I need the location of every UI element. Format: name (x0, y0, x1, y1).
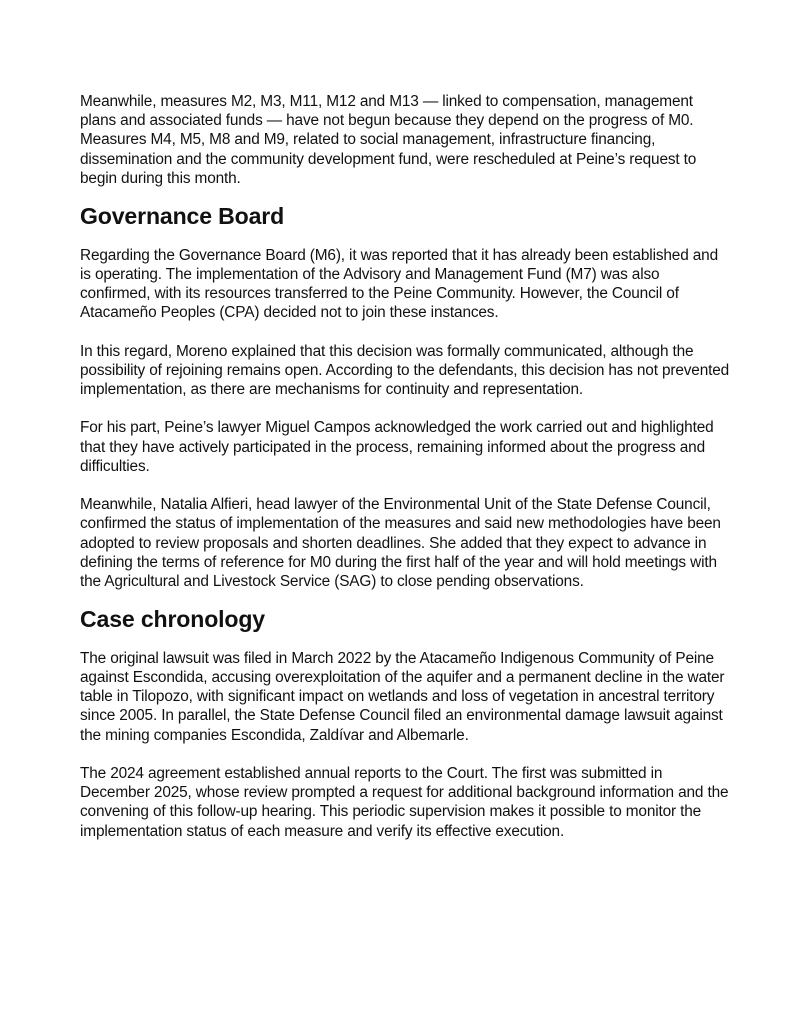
paragraph-measures-pending: Meanwhile, measures M2, M3, M11, M12 and M13 — linked to compensation, management plans and associated funds — have not begun because they depend on the progress of M0. Measures M4, M5, M8 and M9, related to social management, infrastructure financing, dissemination and the community development fund, were rescheduled at Peine’s request to begin during this month. (80, 93, 697, 187)
paragraph-campos-statement: For his part, Peine’s lawyer Miguel Campos acknowledged the work carried out and highlighted that they have actively participated in the process, remaining informed about the progress and difficulties. (80, 419, 714, 475)
paragraph-moreno-explanation: In this regard, Moreno explained that this decision was formally communicated, although the possibility of rejoining remains open. According to the defendants, this decision has not prevented implementation, as there are mechanisms for continuity and representation. (80, 342, 730, 398)
paragraph-original-lawsuit: The original lawsuit was filed in March 2022 by the Atacameño Indigenous Community of Peine against Escondida, accusing overexploitation of the aquifer and a permanent decline in the water table in Tilopozo, with significant impact on wetlands and loss of vegetation in ancestral territory since 2005. In parallel, the State Defense Council filed an environmental damage lawsuit against the mining companies Escondida, Zaldívar and Albemarle. (80, 649, 725, 744)
document-page (80, 92, 730, 860)
section-heading-case-chronology: Case chronology (80, 606, 265, 633)
paragraph-alfieri-statement: Meanwhile, Natalia Alfieri, head lawyer of the Environmental Unit of the State Defense Council, confirmed the status of implementation of the measures and said new methodologies have been adopted to review proposals and shorten deadlines. She added that they expect to advance in defining the terms of reference for M0 during the first half of the year and will hold meetings with the Agricultural and Livestock Service (SAG) to close pending observations. (80, 496, 721, 590)
paragraph-governance-board-status: Regarding the Governance Board (M6), it was reported that it has already been established and is operating. The implementation of the Advisory and Management Fund (M7) was also confirmed, with its resources transferred to the Peine Community. However, the Council of Atacameño Peoples (CPA) decided not to join these instances. (80, 246, 718, 322)
paragraph-2024-agreement: The 2024 agreement established annual reports to the Court. The first was submitted in December 2025, whose review prompted a request for additional background information and the convening of this follow-up hearing. This periodic supervision makes it possible to monitor the implementation status of each measure and verify its effective execution. (80, 764, 729, 840)
section-heading-governance-board: Governance Board (80, 203, 285, 230)
